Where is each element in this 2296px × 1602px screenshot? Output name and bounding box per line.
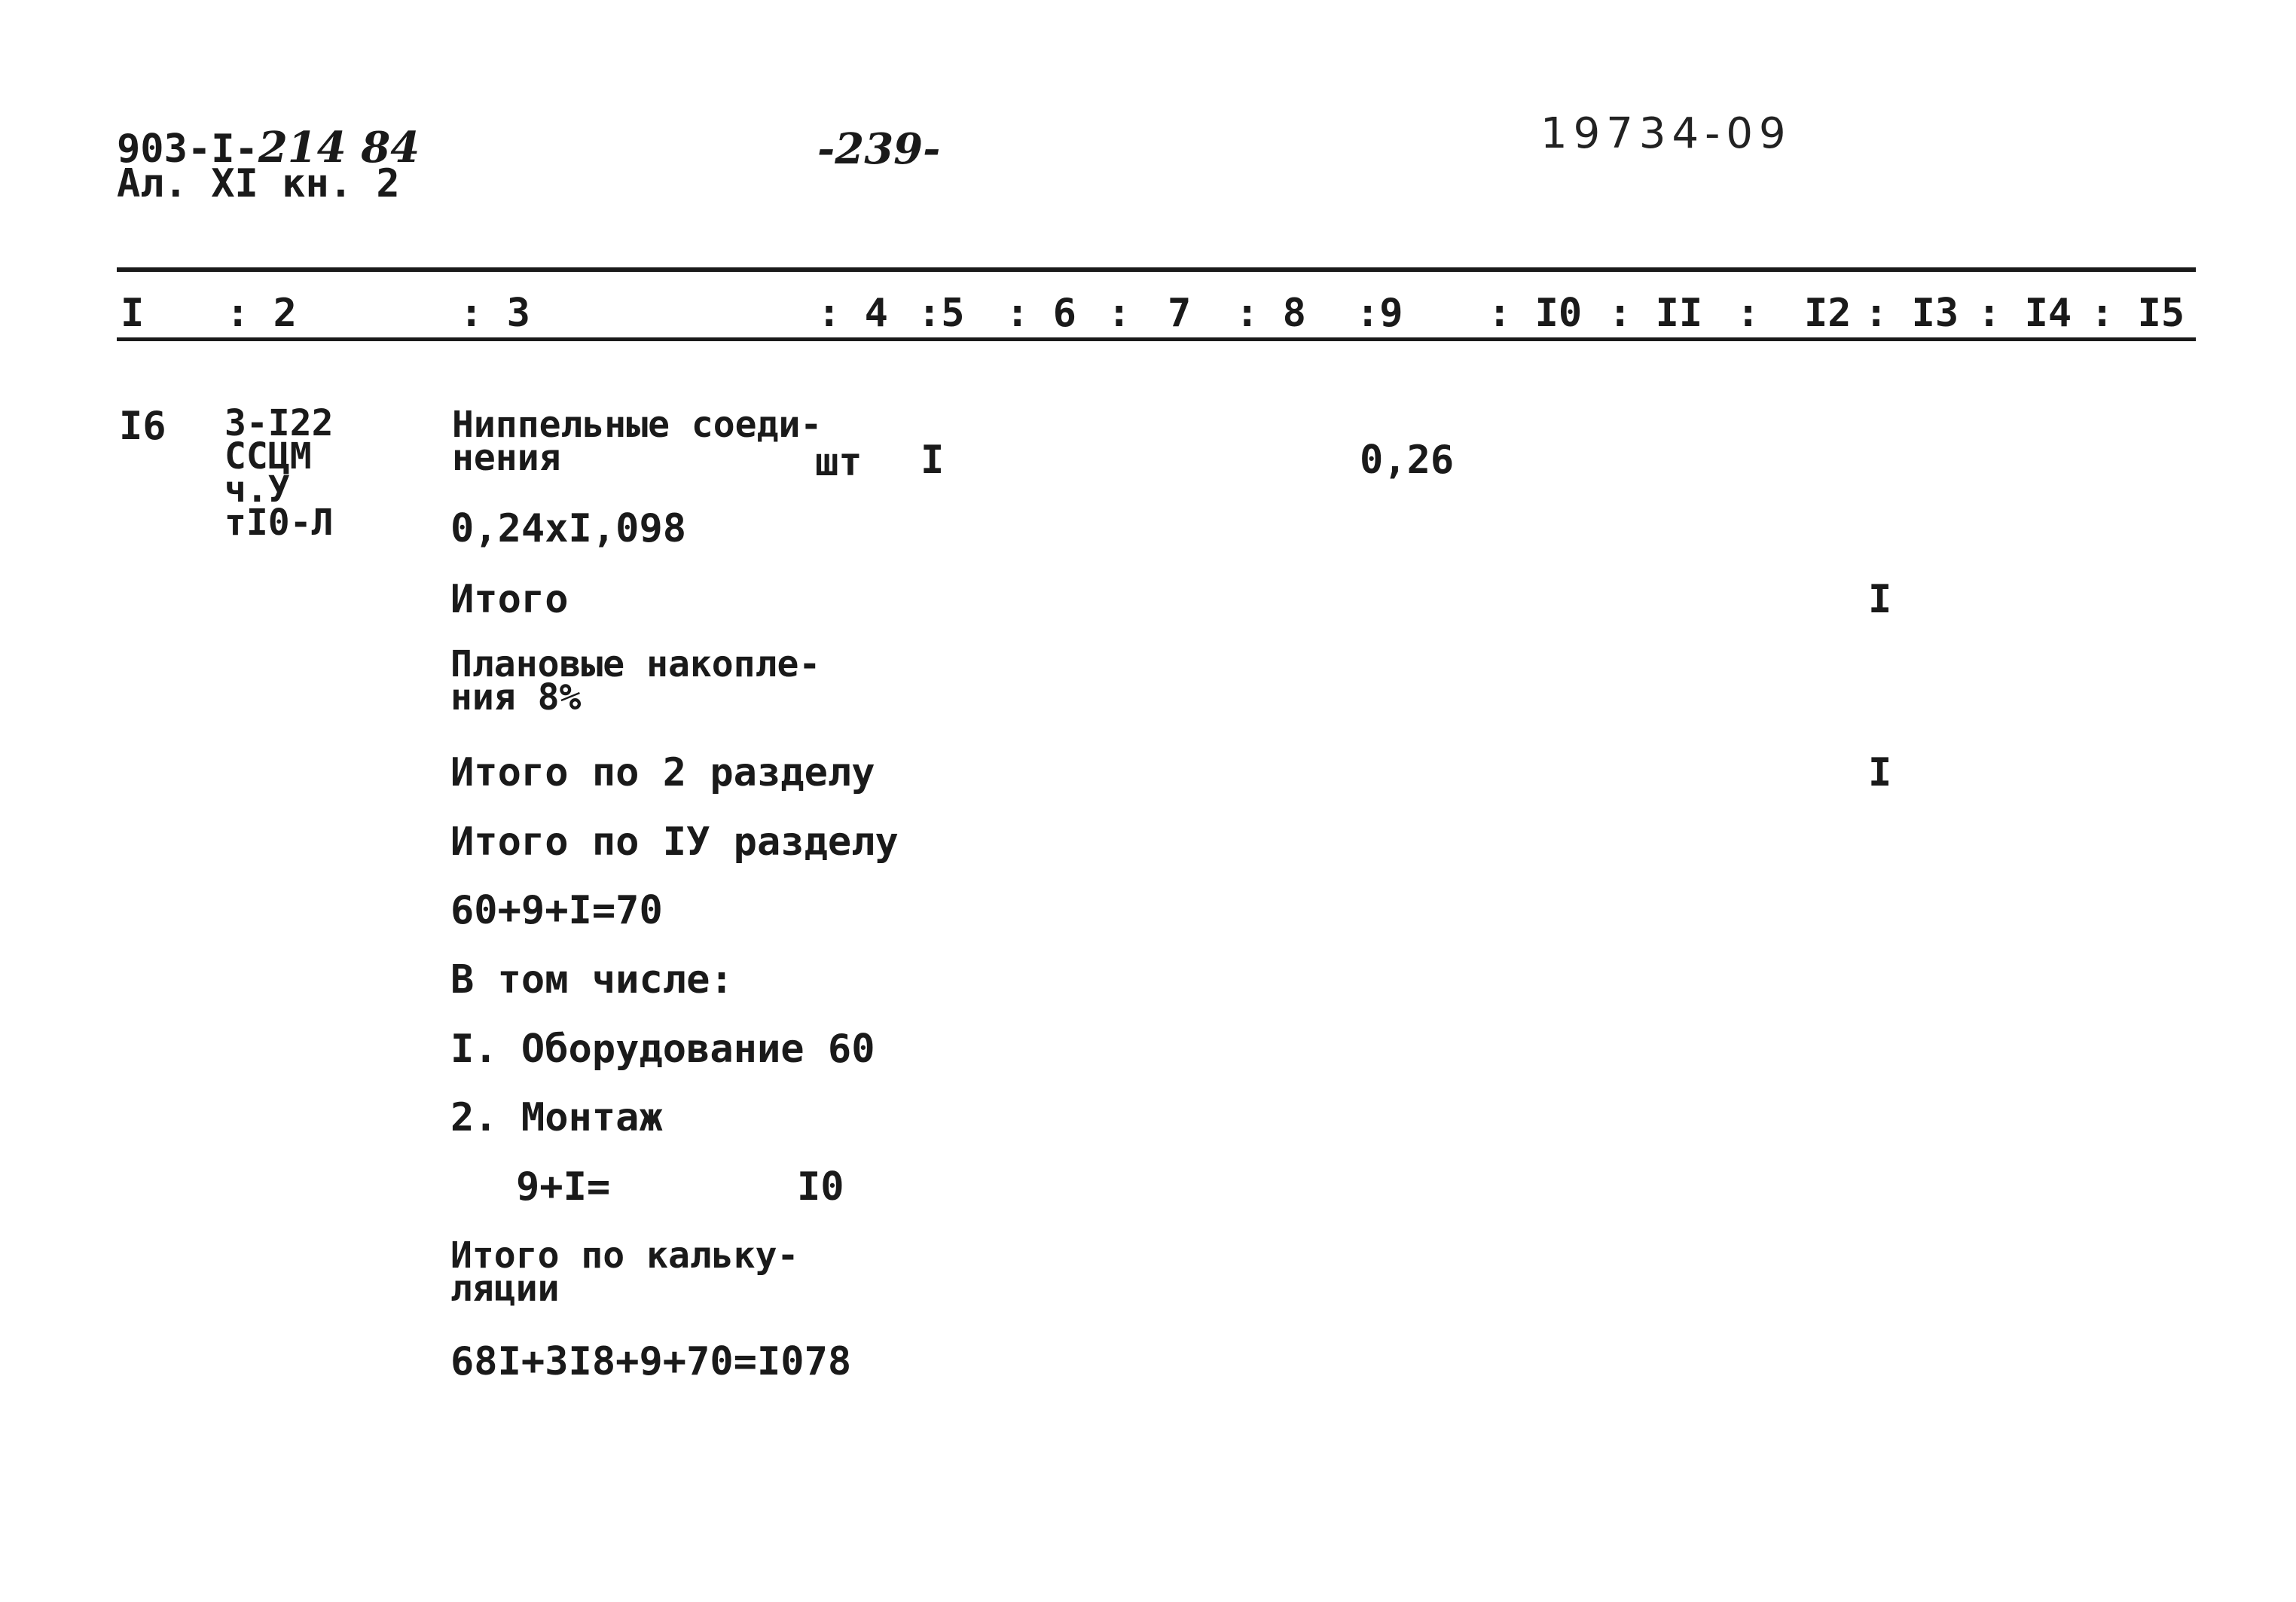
item-equipment: I. Оборудование 60 [450,1027,875,1072]
row-code-line-1: 3-I22 [224,402,334,444]
column-header-1: I [121,291,145,336]
column-header-2: : 2 [226,291,297,336]
table-top-rule [117,267,2196,272]
album-line: Ал. XI кн. 2 [117,161,400,206]
item-installation-calc: 9+I= [516,1164,611,1210]
itogo-calculation-line-1: Итого по кальку- [450,1234,799,1277]
itogo-section-4: Итого по IУ разделу [450,819,899,865]
table-header-rule [117,337,2196,341]
column-header-7: 7 [1168,291,1192,336]
column-header-6: : 6 [1006,291,1076,336]
column-header-4: : 4 [817,291,888,336]
planned-savings-line-1: Плановые накопле- [450,643,821,685]
itogo-label: Итого [450,577,569,622]
row-quantity: I [921,438,945,483]
archive-stamp-number: 19734-09 [1540,109,1792,158]
including-label: В том числе: [450,957,734,1002]
row-name-line-2: нения [452,437,561,480]
document-code-handwritten: 214 84 [258,123,420,172]
planned-savings-line-2: ния 8% [450,676,582,719]
itogo-calculation [450,1234,799,1311]
column-header-13: : I3 [1864,291,1959,336]
column-header-5: :5 [917,291,965,336]
row-number: I6 [119,404,166,449]
column-header-9: :9 [1356,291,1403,336]
calculation-1: 60+9+I=70 [450,888,663,933]
row-code-line-3: ч.У [224,468,290,511]
planned-savings [450,643,821,719]
column-header-8: : 8 [1235,291,1306,336]
row-formula: 0,24xI,098 [450,506,687,551]
column-header-12: I2 [1804,291,1852,336]
row-name [452,404,823,480]
document-code-prefix: 903-I- [117,127,258,172]
column-header-11: : II [1608,291,1703,336]
column-header-10: : I0 [1488,291,1583,336]
row-code [224,402,334,545]
page-number: -239- [817,124,941,174]
item-installation: 2. Монтаж [450,1095,663,1140]
row-name-line-1: Ниппельные соеди- [452,404,823,446]
final-calculation: 68I+3I8+9+70=I078 [450,1339,852,1384]
itogo-calculation-line-2: ляции [450,1268,560,1311]
column-header-sep: : [1107,291,1131,336]
row-value-col9: 0,26 [1360,438,1455,483]
itogo-section-2-value: I [1868,750,1892,795]
row-code-line-2: ССЦМ [224,435,312,478]
item-installation-result: I0 [797,1164,844,1210]
column-header-14: : I4 [1977,291,2072,336]
column-header-3: : 3 [460,291,530,336]
itogo-section-2: Итого по 2 разделу [450,750,875,795]
itogo-value: I [1868,577,1892,622]
column-header-15: : I5 [2090,291,2185,336]
column-header-sep2: : [1736,291,1760,336]
row-code-line-4: тI0-Л [224,502,334,545]
row-unit: шт [815,440,863,485]
